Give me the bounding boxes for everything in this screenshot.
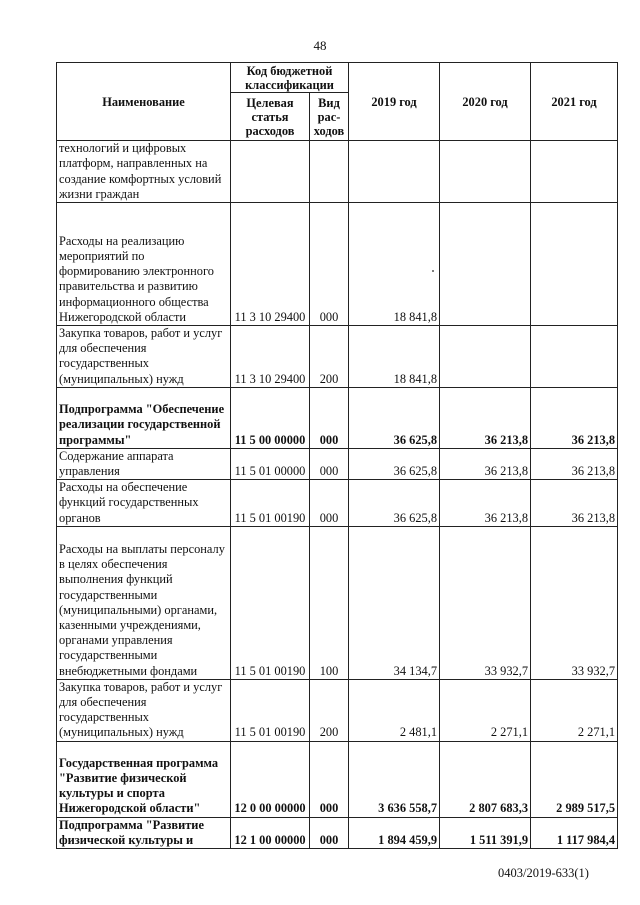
row-value-2021: 1 117 984,4 — [531, 817, 618, 848]
row-expense-type: 000 — [310, 480, 349, 527]
row-name: Закупка товаров, работ и услуг для обеспечения государственных (муниципальных) нужд — [57, 326, 231, 388]
document-code: 0403/2019-633(1) — [498, 866, 589, 880]
table-row — [57, 679, 618, 741]
row-value-2019: 18 841,8 — [349, 203, 440, 326]
row-name: Государственная программа "Развитие физической культуры и спорта Нижегородской области" — [57, 741, 231, 817]
row-name: Подпрограмма "Развитие физической культуры и — [57, 817, 231, 848]
row-value-2019: 34 134,7 — [349, 526, 440, 679]
header-year-2019: 2019 год — [349, 63, 440, 141]
row-expense-type: 000 — [310, 448, 349, 479]
budget-table — [56, 62, 618, 849]
table-row — [57, 326, 618, 388]
row-name: Содержание аппарата управления — [57, 448, 231, 479]
row-target-code: 11 5 01 00190 — [231, 679, 310, 741]
row-expense-type — [310, 141, 349, 203]
row-target-code — [231, 141, 310, 203]
row-target-code: 11 5 01 00190 — [231, 480, 310, 527]
table-row — [57, 526, 618, 679]
header-expense-type: Вид рас-ходов — [310, 93, 349, 141]
row-target-code: 11 3 10 29400 — [231, 203, 310, 326]
row-target-code: 11 5 00 00000 — [231, 387, 310, 448]
row-value-2021: 36 213,8 — [531, 387, 618, 448]
row-expense-type: 000 — [310, 741, 349, 817]
table-row — [57, 480, 618, 527]
table-row — [57, 448, 618, 479]
header-target-item: Целевая статья расходов — [231, 93, 310, 141]
row-value-2019 — [349, 141, 440, 203]
page-number: 48 — [313, 38, 327, 53]
row-value-2020: 36 213,8 — [440, 387, 531, 448]
row-value-2019: 2 481,1 — [349, 679, 440, 741]
row-value-2021: 36 213,8 — [531, 448, 618, 479]
row-value-2021: 2 271,1 — [531, 679, 618, 741]
row-value-2019: 36 625,8 — [349, 480, 440, 527]
row-expense-type: 000 — [310, 817, 349, 848]
row-name: Расходы на реализацию мероприятий по формированию электронного правительства и развитию информационного общества Нижегородской области — [57, 203, 231, 326]
header-year-2021: 2021 год — [531, 63, 618, 141]
row-target-code: 11 5 01 00000 — [231, 448, 310, 479]
header-name: Наименование — [57, 63, 231, 141]
row-value-2020: 1 511 391,9 — [440, 817, 531, 848]
row-name: Расходы на выплаты персоналу в целях обеспечения выполнения функций государственными (муниципальными) органами, казенными учреждениями, органами управления государственными внебюджетными фондами — [57, 526, 231, 679]
table-row — [57, 741, 618, 817]
stray-mark — [432, 270, 434, 272]
row-value-2021 — [531, 326, 618, 388]
row-value-2020 — [440, 141, 531, 203]
row-expense-type: 100 — [310, 526, 349, 679]
row-value-2019: 18 841,8 — [349, 326, 440, 388]
table-row — [57, 387, 618, 448]
row-value-2021: 36 213,8 — [531, 480, 618, 527]
table-row — [57, 141, 618, 203]
row-value-2020: 2 271,1 — [440, 679, 531, 741]
row-expense-type: 200 — [310, 679, 349, 741]
row-value-2020: 36 213,8 — [440, 480, 531, 527]
row-value-2021 — [531, 203, 618, 326]
table-row — [57, 203, 618, 326]
row-value-2019: 3 636 558,7 — [349, 741, 440, 817]
row-expense-type: 000 — [310, 387, 349, 448]
row-value-2020: 33 932,7 — [440, 526, 531, 679]
header-year-2020: 2020 год — [440, 63, 531, 141]
row-name: Подпрограмма "Обеспечение реализации государственной программы" — [57, 387, 231, 448]
row-value-2021: 2 989 517,5 — [531, 741, 618, 817]
row-value-2020 — [440, 203, 531, 326]
header-budget-code: Код бюджетной классификации — [231, 63, 349, 93]
row-name: Закупка товаров, работ и услуг для обеспечения государственных (муниципальных) нужд — [57, 679, 231, 741]
row-value-2020 — [440, 326, 531, 388]
row-name: технологий и цифровых платформ, направленных на создание комфортных условий жизни граждан — [57, 141, 231, 203]
table-body — [57, 141, 618, 849]
row-target-code: 11 3 10 29400 — [231, 326, 310, 388]
row-target-code: 12 1 00 00000 — [231, 817, 310, 848]
row-name: Расходы на обеспечение функций государственных органов — [57, 480, 231, 527]
row-value-2019: 36 625,8 — [349, 448, 440, 479]
row-target-code: 12 0 00 00000 — [231, 741, 310, 817]
row-value-2019: 1 894 459,9 — [349, 817, 440, 848]
table-row — [57, 817, 618, 848]
row-value-2019: 36 625,8 — [349, 387, 440, 448]
row-value-2021 — [531, 141, 618, 203]
row-value-2020: 2 807 683,3 — [440, 741, 531, 817]
row-expense-type: 000 — [310, 203, 349, 326]
row-target-code: 11 5 01 00190 — [231, 526, 310, 679]
row-value-2020: 36 213,8 — [440, 448, 531, 479]
row-expense-type: 200 — [310, 326, 349, 388]
row-value-2021: 33 932,7 — [531, 526, 618, 679]
